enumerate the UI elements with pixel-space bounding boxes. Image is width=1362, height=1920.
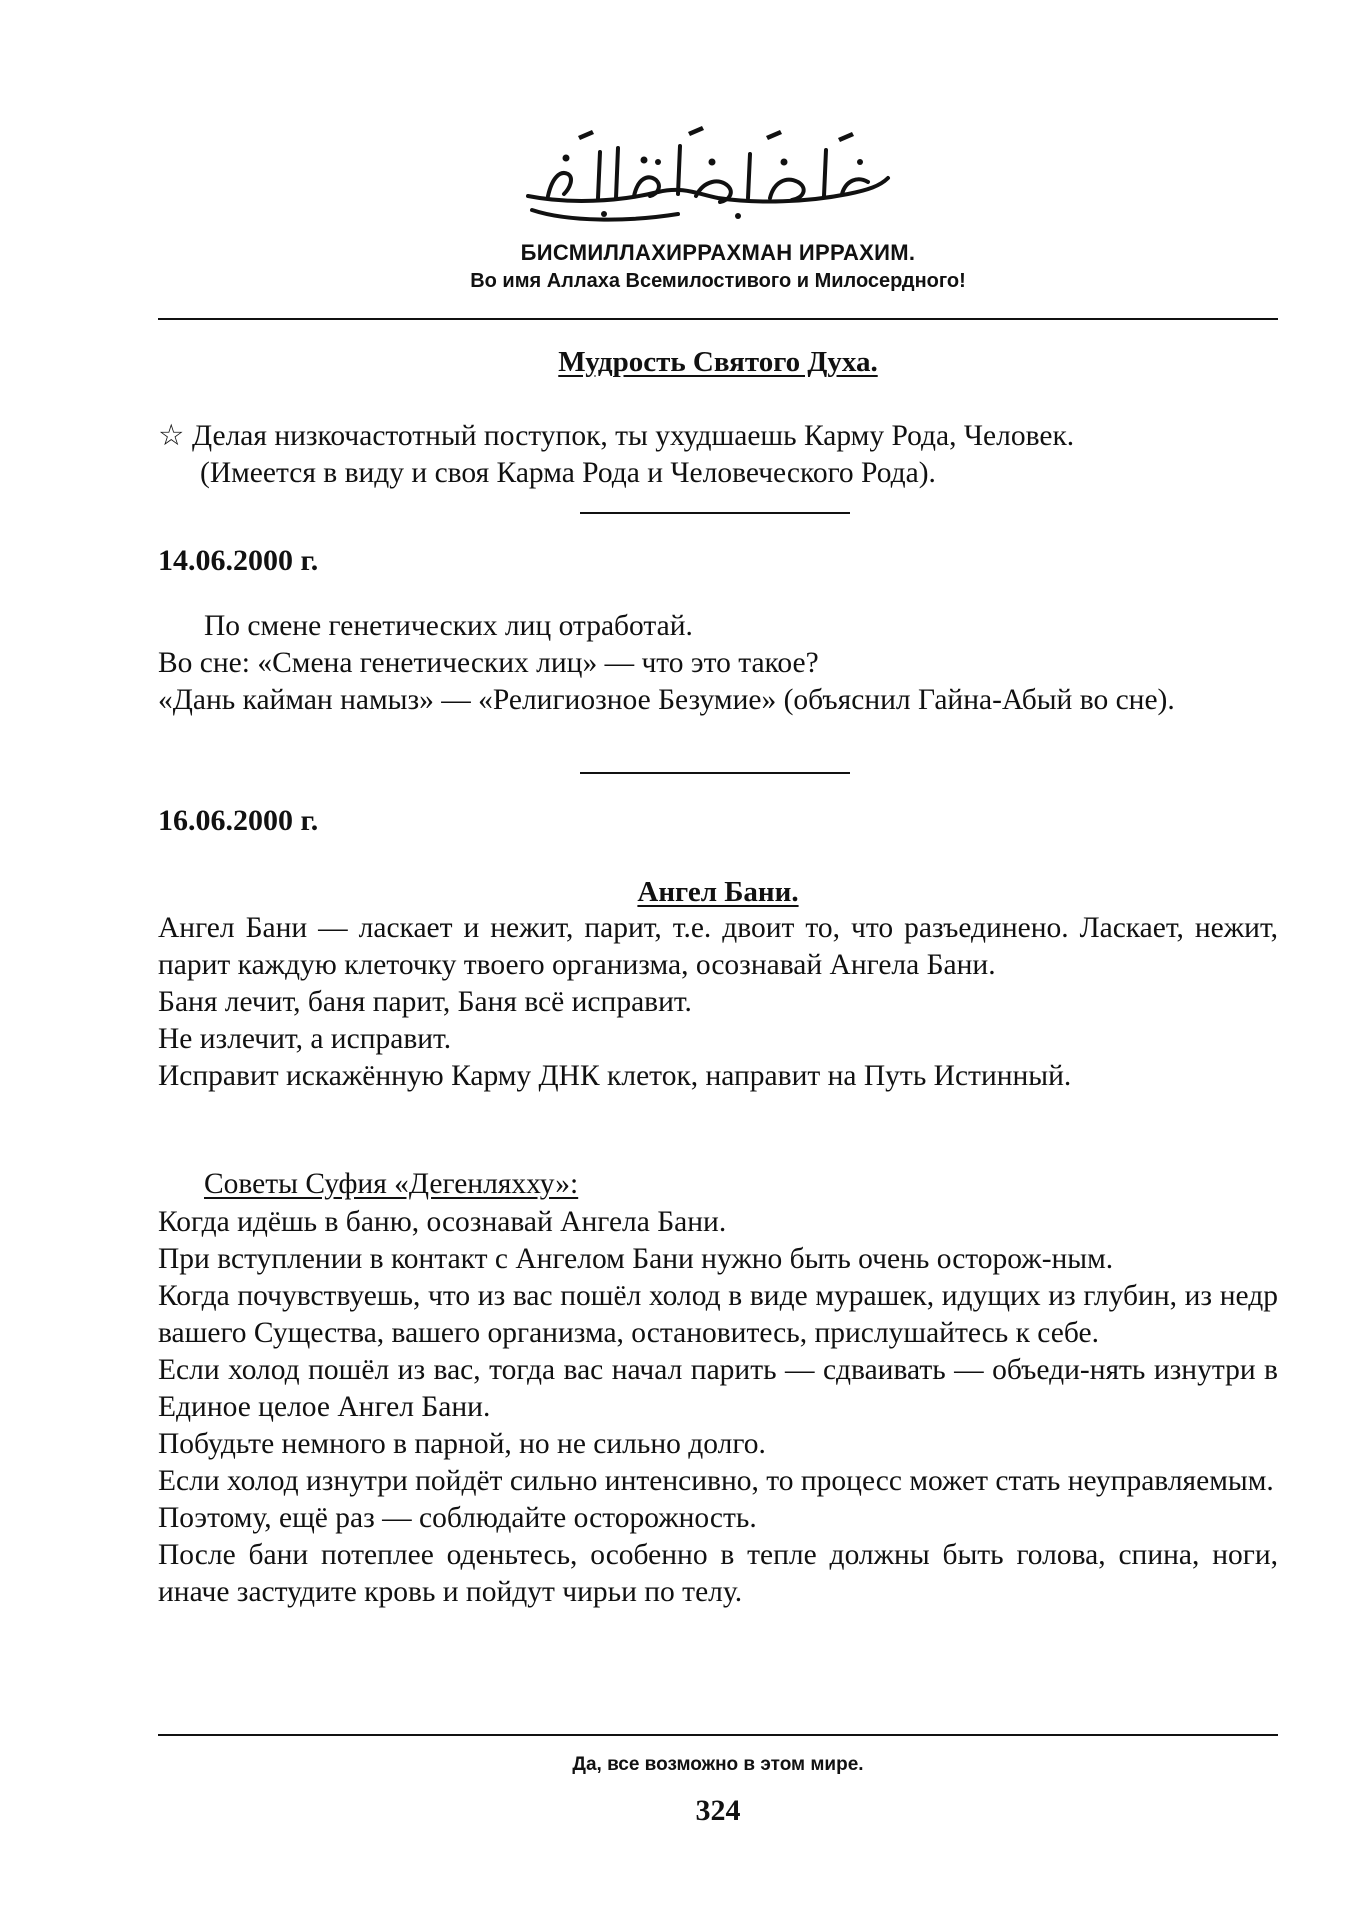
entry-body <box>158 910 1278 1095</box>
book-page <box>158 0 1278 1920</box>
advice-line: После бани потеплее оденьтесь, особенно в тепле должны быть голова, спина, ноги, иначе застудите кровь и пойдут чирьи по телу. <box>158 1539 1278 1608</box>
advice-line: Побудьте немного в парной, но не сильно долго. <box>158 1428 766 1460</box>
entry-date: 16.06.2000 г. <box>158 804 319 837</box>
intro-paragraph <box>158 418 1278 492</box>
advice-heading: Советы Суфия «Дегенляхху»: <box>204 1168 579 1200</box>
entry-line: Баня лечит, баня парит, Баня всё исправит. <box>158 986 692 1018</box>
section-separator <box>580 772 850 774</box>
entry-body <box>158 608 1278 719</box>
running-footer: Да, все возможно в этом мире. <box>572 1754 864 1775</box>
section-heading-angel: Ангел Бани. <box>637 876 799 908</box>
star-icon: ☆ <box>158 420 185 452</box>
section-separator <box>580 512 850 514</box>
intro-line-2: (Имеется в виду и своя Карма Рода и Человеческого Рода). <box>200 457 936 489</box>
advice-list <box>158 1204 1278 1611</box>
entry-line: По смене генетических лиц отработай. <box>204 610 693 642</box>
entry-line: Не излечит, а исправит. <box>158 1023 452 1055</box>
header-divider <box>158 318 1278 320</box>
entry-line: Исправит искажённую Карму ДНК клеток, направит на Путь Истинный. <box>158 1060 1072 1092</box>
advice-line: При вступлении в контакт с Ангелом Бани нужно быть очень осторож-ным. <box>158 1243 1114 1275</box>
advice-line: Поэтому, ещё раз — соблюдайте осторожность. <box>158 1502 757 1534</box>
entry-line: «Дань кайман намыз» — «Религиозное Безумие» (объяснил Гайна-Абый во сне). <box>158 684 1175 716</box>
footer-divider <box>158 1734 1278 1736</box>
page-number: 324 <box>695 1794 741 1827</box>
entry-date: 14.06.2000 г. <box>158 544 319 577</box>
advice-line: Если холод пошёл из вас, тогда вас начал парить — сдваивать — объеди-нять изнутри в Единое целое Ангел Бани. <box>158 1354 1278 1423</box>
advice-line: Если холод изнутри пойдёт сильно интенсивно, то процесс может стать неуправляемым. <box>158 1465 1274 1497</box>
bismillah-translation: Во имя Аллаха Всемилостивого и Милосердного! <box>470 270 966 292</box>
entry-line: Ангел Бани — ласкает и нежит, парит, т.е. двоит то, что разъединено. Ласкает, нежит, парит каждую клеточку твоего организма, осознавай Ангела Бани. <box>158 912 1278 981</box>
section-heading-wisdom: Мудрость Святого Духа. <box>558 346 878 378</box>
bismillah-transliteration: БИСМИЛЛАХИРРАХМАН ИРРАХИМ. <box>520 240 916 265</box>
intro-line-1: Делая низкочастотный поступок, ты ухудшаешь Карму Рода, Человек. <box>192 420 1075 452</box>
bismillah-calligraphy <box>508 118 908 228</box>
advice-line: Когда почувствуешь, что из вас пошёл холод в виде мурашек, идущих из глубин, из недр вашего Существа, вашего организма, остановитесь, прислушайтесь к себе. <box>158 1280 1278 1349</box>
entry-line: Во сне: «Смена генетических лиц» — что это такое? <box>158 647 819 679</box>
advice-line: Когда идёшь в баню, осознавай Ангела Бани. <box>158 1206 727 1238</box>
